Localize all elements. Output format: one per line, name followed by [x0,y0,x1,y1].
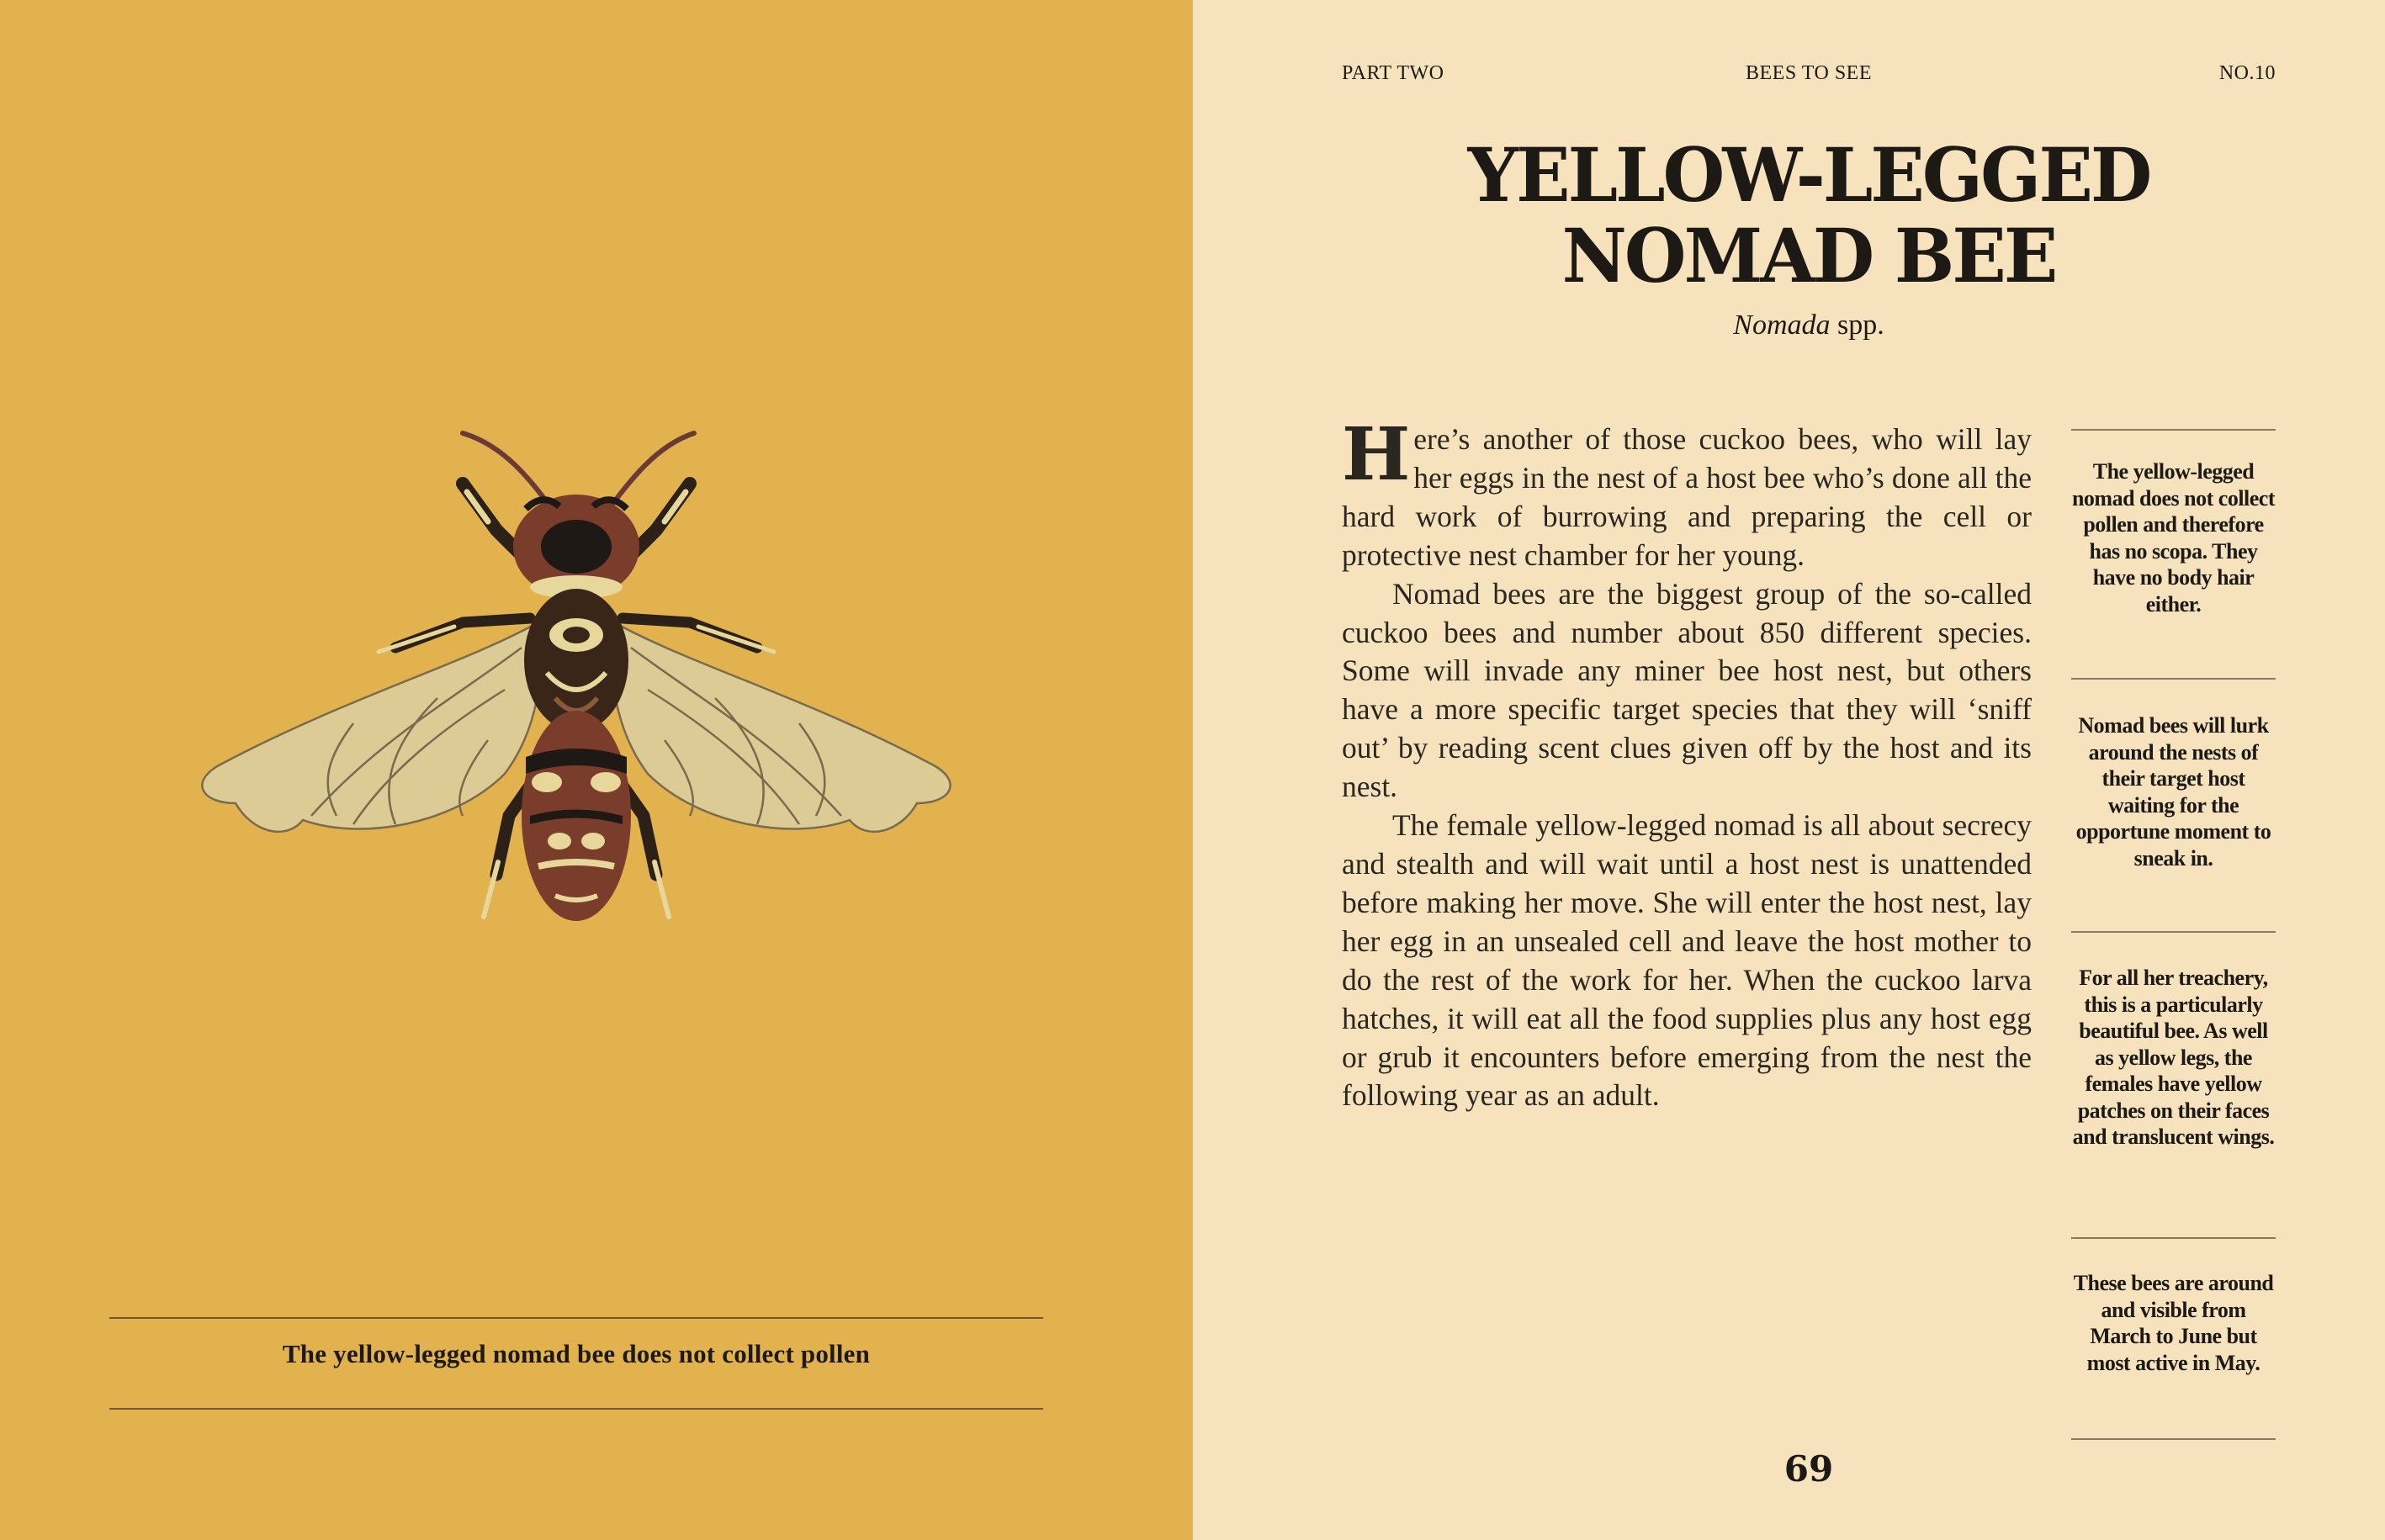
left-wing [202,622,540,832]
body-text [1342,412,2032,1115]
running-head-number: NO.10 [2218,62,2276,84]
right-wing [612,622,950,832]
caption-bottom-rule [109,1408,1043,1410]
latin-suffix: spp. [1830,310,1884,341]
running-head-section: BEES TO SEE [1746,62,1872,84]
body-paragraph-3: The female yellow-legged nomad is all about secrecy and stealth and will wait until a host nest is unattended before making her move. She will enter the host nest, lay her egg in an unsealed cell and leave the host mother to do the rest of the work for her. When the cuckoo larva hatches, it will eat all the food supplies plus any host egg or grub it encounters before emerging from the nest the following year as an adult. [1342,808,2032,1113]
image-caption: The yellow-legged nomad bee does not collect pollen [282,1339,871,1368]
page-title [1360,131,2257,299]
drop-cap: H [1342,412,1411,497]
latin-name [1342,310,2276,341]
sidebar-note: For all her treachery, this is a particularly beautiful bee. As well as yellow legs, the females have yellow patches on their faces and translucent wings. [2072,966,2275,1149]
sidebar-rule [2071,1237,2276,1239]
running-head-part: PART TWO [1342,62,1444,84]
title-line-1: YELLOW-LEGGED [1467,131,2150,219]
latin-genus: Nomada [1733,310,1831,341]
body-paragraph-2: Nomad bees are the biggest group of the so-called cuckoo bees and number about 850 different species. Some will invade any miner bee host nest, but others have a more specific target species that they will ‘sniff out’ by reading scent clues given off by the host and its nest. [1342,576,2032,804]
caption-top-rule [109,1317,1043,1319]
body-paragraph-1: Here’s another of those cuckoo bees, who will lay her eggs in the nest of a host bee who’s done all the hard work of burrowing and preparing the cell or protective nest chamber for her young. [1342,412,2032,572]
sidebar-rule [2071,931,2276,933]
sidebar-rule [2071,678,2276,680]
sidebar-rule [2071,1438,2276,1440]
sidebar-note: Nomad bees will lurk around the nests of their target host waiting for the opportune moment to sneak in. [2075,713,2271,871]
sidebar-rule [2071,429,2276,431]
title-line-2: NOMAD BEE [1561,212,2056,299]
sidebar-note: These bees are around and visible from March to June but most active in May. [2073,1271,2274,1375]
page-number: 69 [1783,1448,1834,1490]
bee-illustration [185,421,967,942]
sidebar-note: The yellow-legged nomad does not collect pollen and therefore has no scopa. They have no body hair either. [2071,459,2276,617]
